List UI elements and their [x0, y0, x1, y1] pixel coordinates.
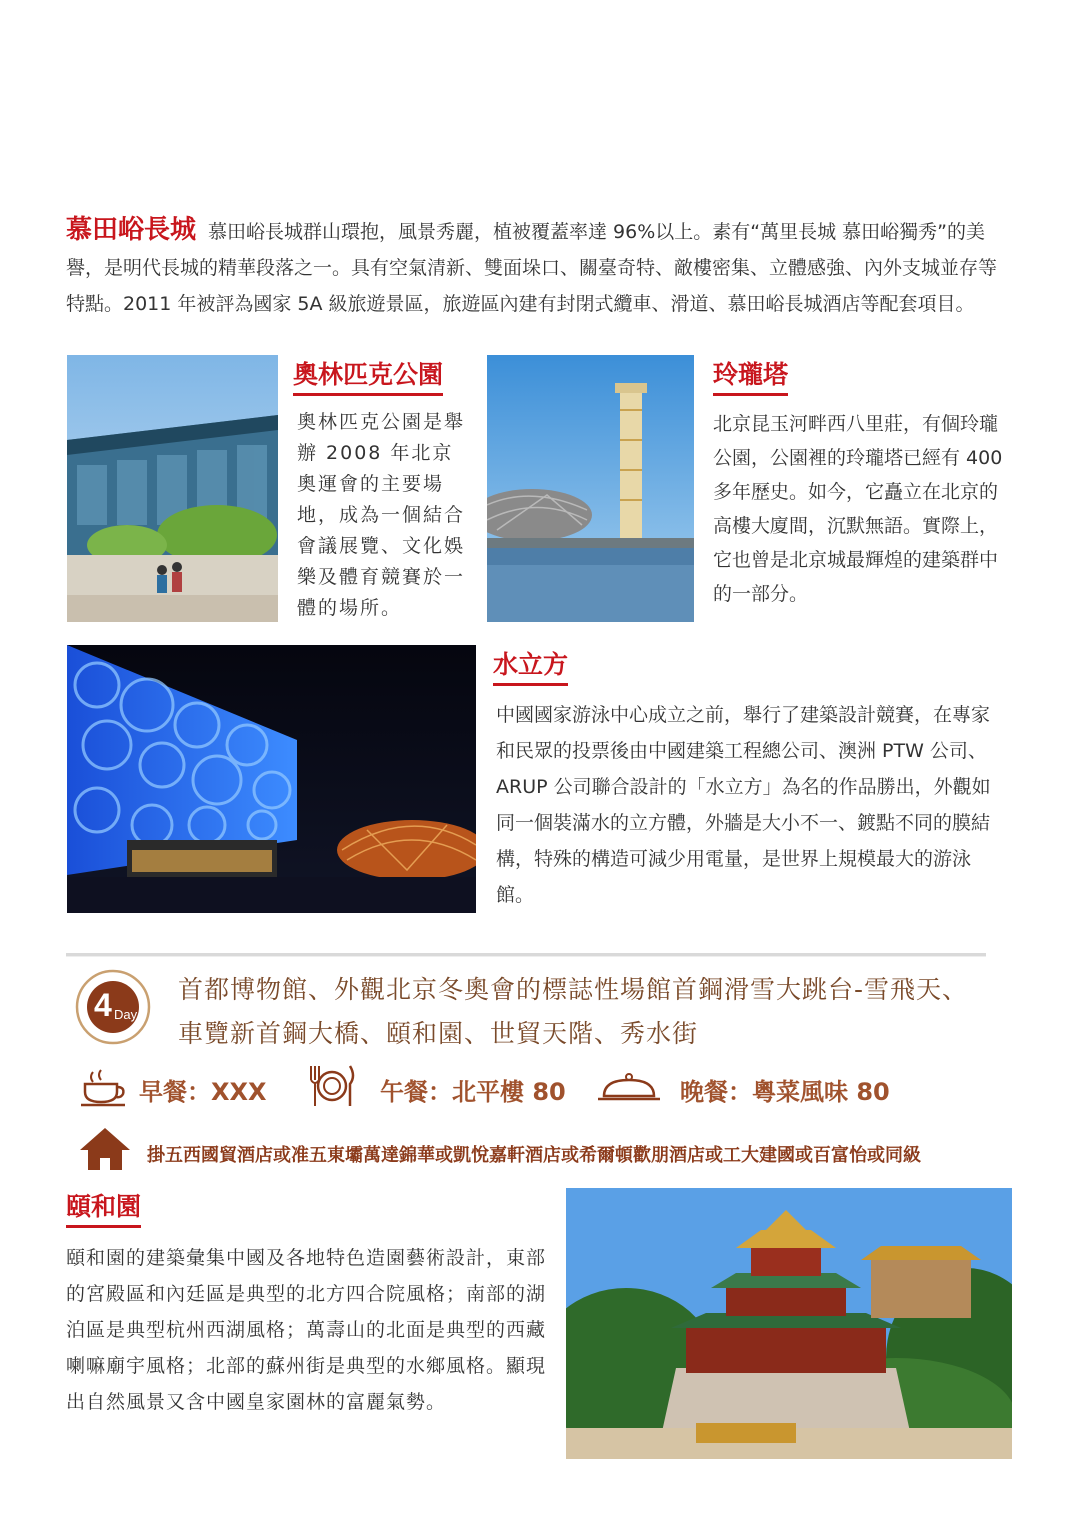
summer-palace-text: 頤和園的建築彙集中國及各地特色造園藝術設計，東部的宮殿區和內廷區是典型的北方四合院風格；南部的湖泊區是典型杭州西湖風格；萬壽山的北面是典型的西藏喇嘛廟宇風格；北部的蘇州街是典型的水鄉風格。顯現出自然風景又含中國皇家園林的富麗氣勢。 — [66, 1247, 547, 1413]
coffee-cup-icon — [79, 1068, 131, 1110]
olympic-title-wrap — [293, 355, 443, 396]
watercube-text: 中國國家游泳中心成立之前，舉行了建築設計競賽，在專家和民眾的投票後由中國建築工程總公司、澳洲 PTW 公司、ARUP 公司聯合設計的「水立方」為名的作品勝出，外觀如同一個裝滿水的立方體，外牆是大小不一、鍍點不同的膜結構，特殊的構造可減少用電量，是世界上規模最大的游泳館。 — [496, 704, 991, 906]
olympic-title: 奧林匹克公園 — [293, 355, 443, 396]
circle-day-badge-icon — [74, 968, 152, 1046]
summer-palace-title-wrap — [66, 1187, 141, 1228]
watercube-title-wrap — [493, 645, 568, 686]
route-line-2: 車覽新首鋼大橋、頤和園、世貿天階、秀水街 — [178, 1019, 699, 1048]
route-line-1: 首都博物館、外觀北京冬奧會的標誌性場館首鋼滑雪大跳台-雪飛天、 — [178, 975, 969, 1004]
cloche-icon — [596, 1072, 662, 1104]
plate-fork-knife-icon — [306, 1062, 358, 1110]
hotel-icon-wrap — [78, 1126, 132, 1176]
linglong-text: 北京昆玉河畔西八里莊，有個玲瓏公園，公園裡的玲瓏塔已經有 400 多年歷史。如今，它矗立在北京的高樓大廈間，沉默無語。實際上，它也曾是北京城最輝煌的建築群中的一部分。 — [713, 413, 1003, 605]
day-number: 4 — [94, 987, 112, 1023]
linglong-title-wrap — [713, 355, 788, 396]
hotel-text: 掛五西國貿酒店或准五東壩萬達錦華或凱悅嘉軒酒店或希爾頓歡朋酒店或工大建國或百富怡或同級 — [147, 1145, 921, 1166]
house-icon — [78, 1126, 132, 1172]
summer-palace-title: 頤和園 — [66, 1187, 141, 1228]
water-cube-photo — [67, 645, 476, 913]
linglong-title: 玲瓏塔 — [713, 355, 788, 396]
lunch-label: 午餐：北平樓 80 — [380, 1078, 566, 1106]
dinner-icon — [596, 1072, 662, 1108]
olympic-park-photo — [67, 355, 278, 622]
breakfast-icon — [79, 1068, 131, 1114]
mutianyu-section — [66, 212, 1011, 322]
summer-palace-photo — [566, 1188, 1012, 1459]
day-label: Day — [114, 1007, 138, 1022]
mutianyu-text: 慕田峪長城群山環抱，風景秀麗，植被覆蓋率達 96%以上。素有“萬里長城 慕田峪獨秀”的美譽，是明代長城的精華段落之一。具有空氣清新、雙面垛口、關臺奇特、敵樓密集、立體感強、內外支城並存等特點。2011 年被評為國家 5A 級旅遊景區，旅遊區內建有封閉式纜車、滑道、慕田峪長城酒店等配套項目。 — [66, 221, 998, 315]
watercube-title: 水立方 — [493, 645, 568, 686]
mutianyu-title: 慕田峪長城 — [66, 215, 197, 245]
linglong-tower-photo — [487, 355, 694, 622]
day-route — [178, 968, 1018, 1056]
day-badge — [74, 968, 152, 1046]
lunch-icon — [306, 1062, 358, 1114]
section-divider — [66, 953, 986, 957]
dinner-label: 晚餐：粵菜風味 80 — [680, 1078, 890, 1106]
breakfast-label: 早餐：XXX — [139, 1078, 267, 1106]
olympic-text: 奧林匹克公園是舉辦 2008 年北京奧運會的主要場地，成為一個結合會議展覽、文化娛樂及體育競賽於一體的場所。 — [297, 411, 466, 619]
